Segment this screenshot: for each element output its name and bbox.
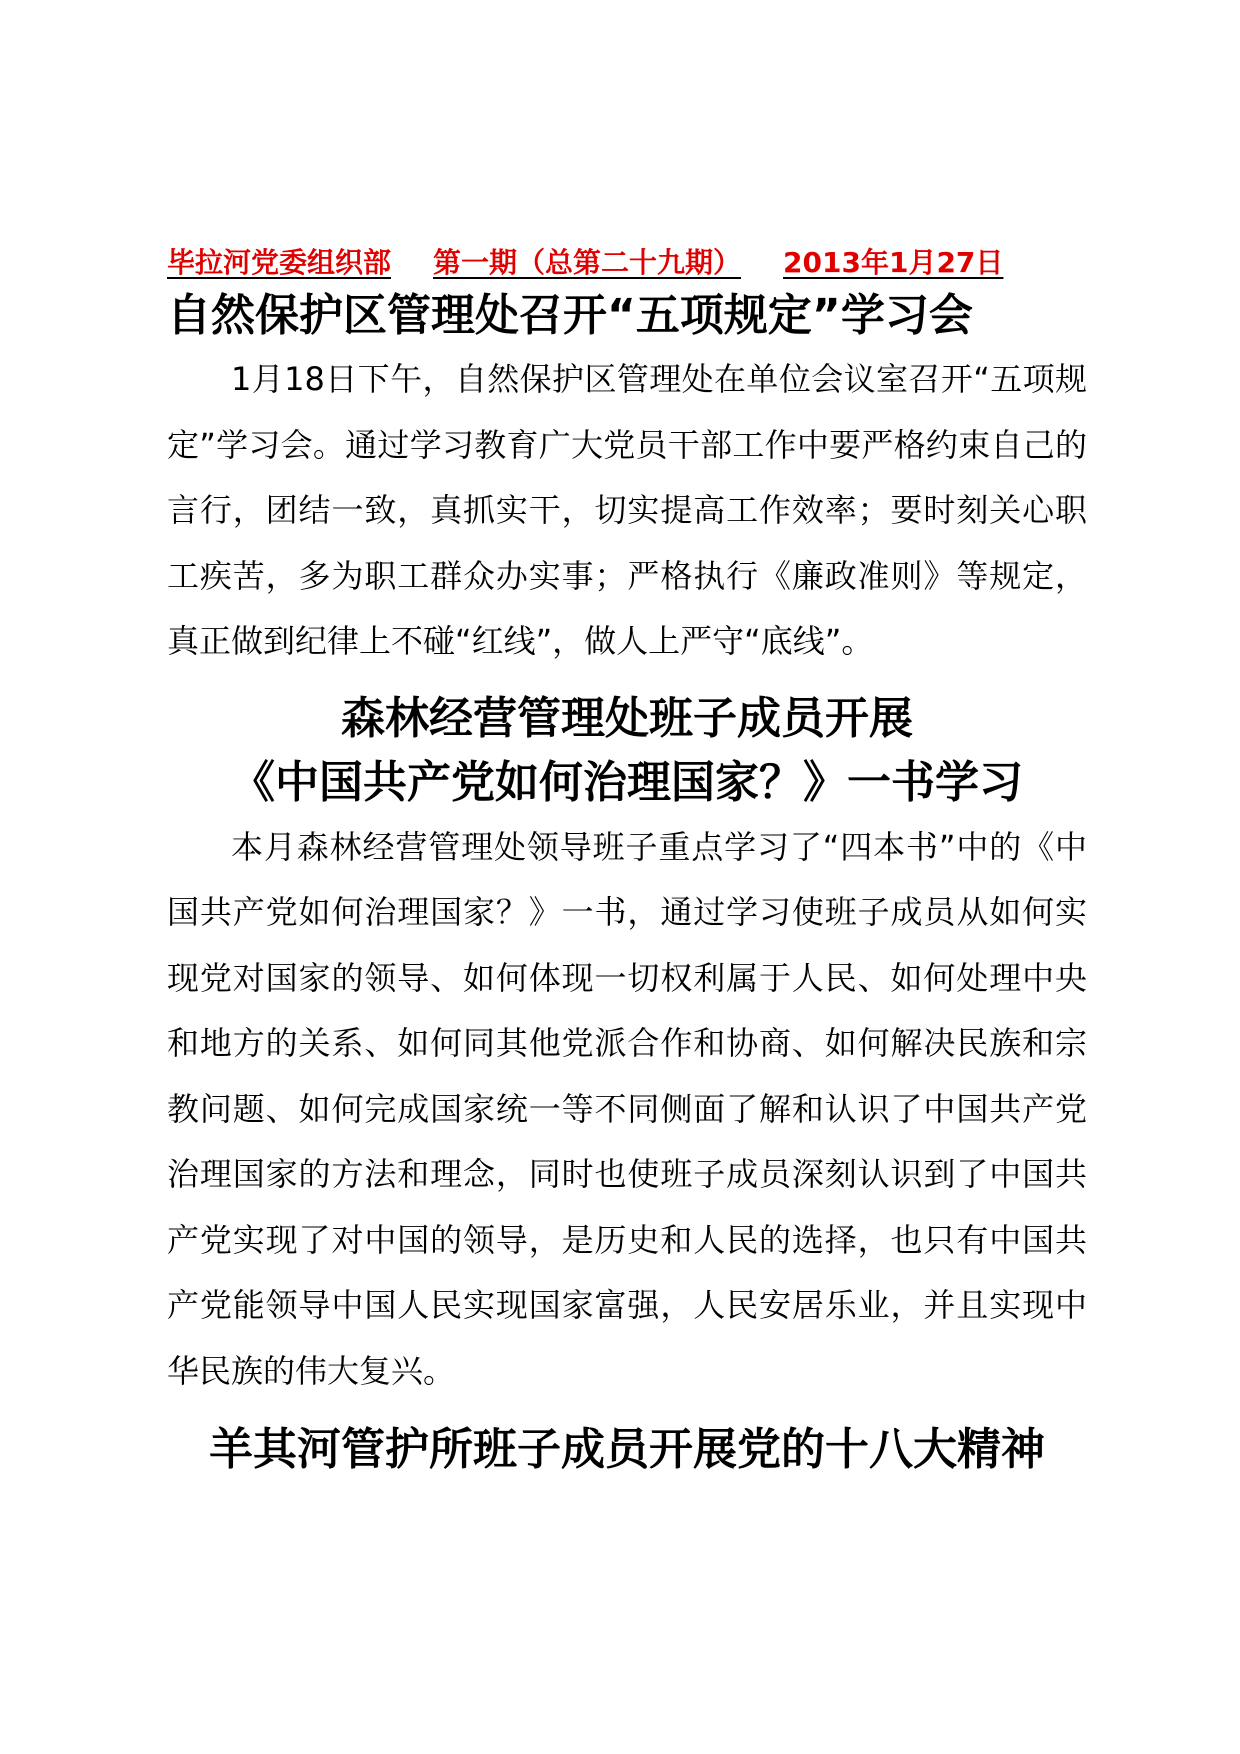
masthead bbox=[167, 245, 1087, 281]
article-2-title-line-2: 《中国共产党如何治理国家？》一书学习 bbox=[231, 756, 1023, 808]
newsletter-page bbox=[167, 245, 1087, 1482]
article-3-title: 羊其河管护所班子成员开展党的十八大精神 bbox=[209, 1424, 1045, 1475]
article-2-body: 本月森林经营管理处领导班子重点学习了“四本书”中的《中国共产党如何治理国家？》一书，通过学习使班子成员从如何实现党对国家的领导、如何体现一切权利属于人民、如何处理中央和地方的关系、如何同其他党派合作和协商、如何解决民族和宗教问题、如何完成国家统一等不同侧面了解和认识了中国共产党治理国家的方法和理念，同时也使班子成员深刻认识到了中国共产党实现了对中国的领导，是历史和人民的选择，也只有中国共产党能领导中国人民实现国家富强，人民安居乐业，并且实现中华民族的伟大复兴。 bbox=[167, 827, 1087, 1390]
article-1-body: 1月18日下午，自然保护区管理处在单位会议室召开“五项规定”学习会。通过学习教育广大党员干部工作中要严格约束自己的言行，团结一致，真抓实干，切实提高工作效率；要时刻关心职工疾苦，多为职工群众办实事；严格执行《廉政准则》等规定，真正做到纪律上不碰“红线”，做人上严守“底线”。 bbox=[167, 360, 1087, 660]
masthead-org: 毕拉河党委组织部 bbox=[167, 246, 392, 279]
article-2-title-line-1: 森林经营管理处班子成员开展 bbox=[341, 692, 913, 744]
article-1-title: 自然保护区管理处召开“五项规定”学习会 bbox=[167, 290, 973, 341]
masthead-date: 2013年1月27日 bbox=[783, 246, 1004, 279]
masthead-issue: 第一期（总第二十九期） bbox=[433, 246, 742, 279]
